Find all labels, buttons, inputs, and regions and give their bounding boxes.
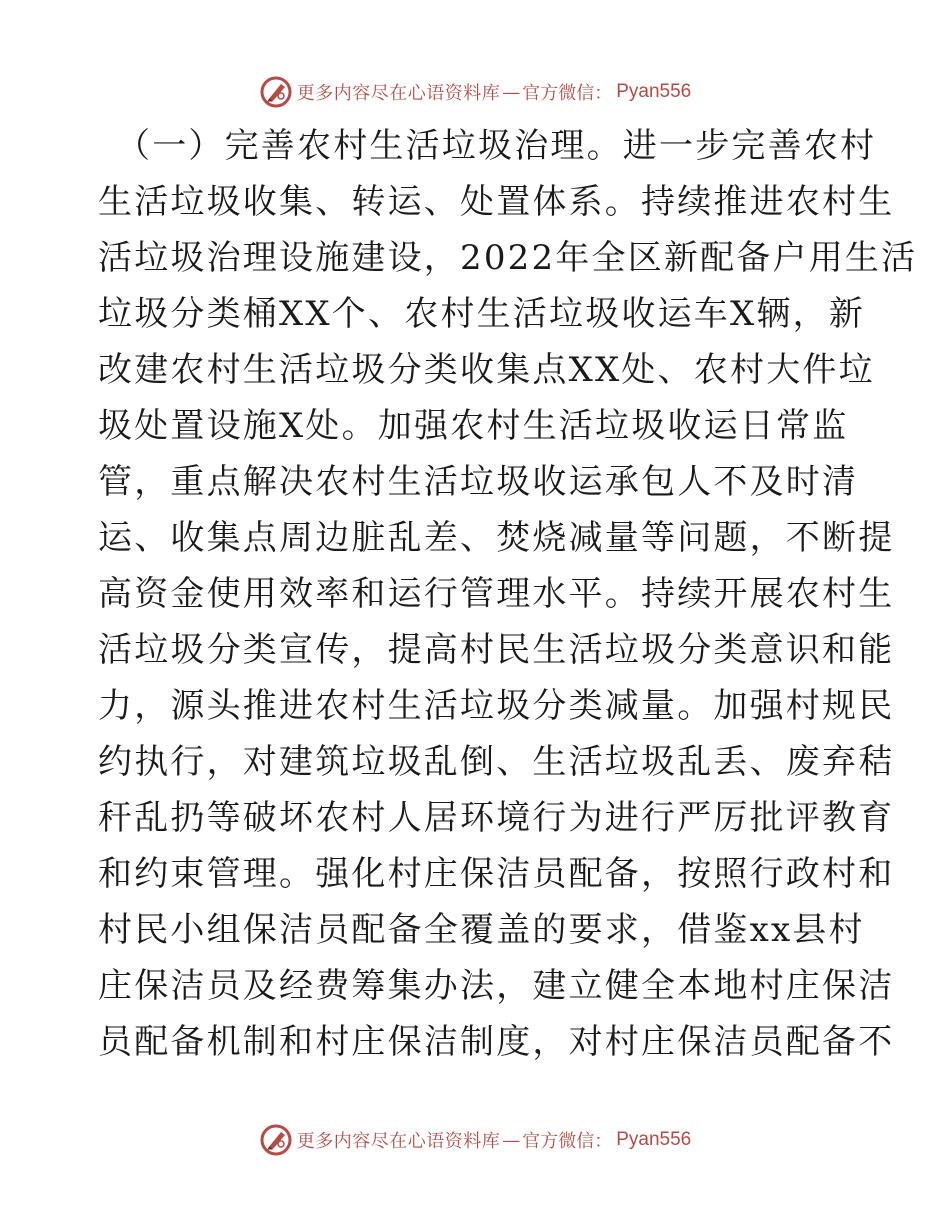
body-line: 运、收集点周边脏乱差、焚烧减量等问题，不断提	[98, 518, 895, 558]
body-line: 活垃圾分类宣传，提高村民生活垃圾分类意识和能	[98, 630, 895, 670]
header-banner	[0, 72, 950, 112]
banner-text: 更多内容尽在心语资料库	[296, 83, 501, 104]
footer-banner	[0, 1120, 950, 1160]
banner-separator: —	[502, 1129, 521, 1151]
body-line: 高资金使用效率和运行管理水平。持续开展农村生	[98, 574, 895, 614]
banner-wechat-id: Pyan556	[616, 81, 692, 102]
banner-text: 更多内容尽在心语资料库	[296, 1131, 501, 1152]
body-line: 生活垃圾收集、转运、处置体系。持续推进农村生	[98, 182, 895, 222]
quill-logo-icon	[259, 75, 293, 109]
banner-wechat-label: 官方微信：	[522, 83, 613, 104]
body-line: 和约束管理。强化村庄保洁员配备，按照行政村和	[98, 854, 895, 894]
banner-separator: —	[502, 81, 521, 103]
body-line: 秆乱扔等破坏农村人居环境行为进行严厉批评教育	[98, 798, 895, 838]
banner-wechat-label: 官方微信：	[522, 1131, 613, 1152]
body-line: 约执行，对建筑垃圾乱倒、生活垃圾乱丢、废弃秸	[98, 742, 895, 782]
body-line: 庄保洁员及经费筹集办法，建立健全本地村庄保洁	[98, 966, 895, 1006]
banner-wechat-id: Pyan556	[616, 1129, 692, 1150]
body-line: 圾处置设施X处。加强农村生活垃圾收运日常监	[98, 406, 849, 446]
body-line: （一）完善农村生活垃圾治理。进一步完善农村	[116, 126, 877, 166]
quill-logo-icon	[259, 1123, 293, 1157]
body-line: 力，源头推进农村生活垃圾分类减量。加强村规民	[98, 686, 895, 726]
body-line: 村民小组保洁员配备全覆盖的要求，借鉴xx县村	[98, 910, 865, 950]
body-line: 管，重点解决农村生活垃圾收运承包人不及时清	[98, 462, 859, 502]
body-line: 垃圾分类桶XX个、农村生活垃圾收运车X辆，新	[98, 294, 866, 334]
body-line: 员配备机制和村庄保洁制度，对村庄保洁员配备不	[98, 1022, 895, 1062]
body-line: 活垃圾治理设施建设，2022年全区新配备户用生活	[98, 238, 918, 278]
body-line: 改建农村生活垃圾分类收集点XX处、农村大件垃	[98, 350, 875, 390]
